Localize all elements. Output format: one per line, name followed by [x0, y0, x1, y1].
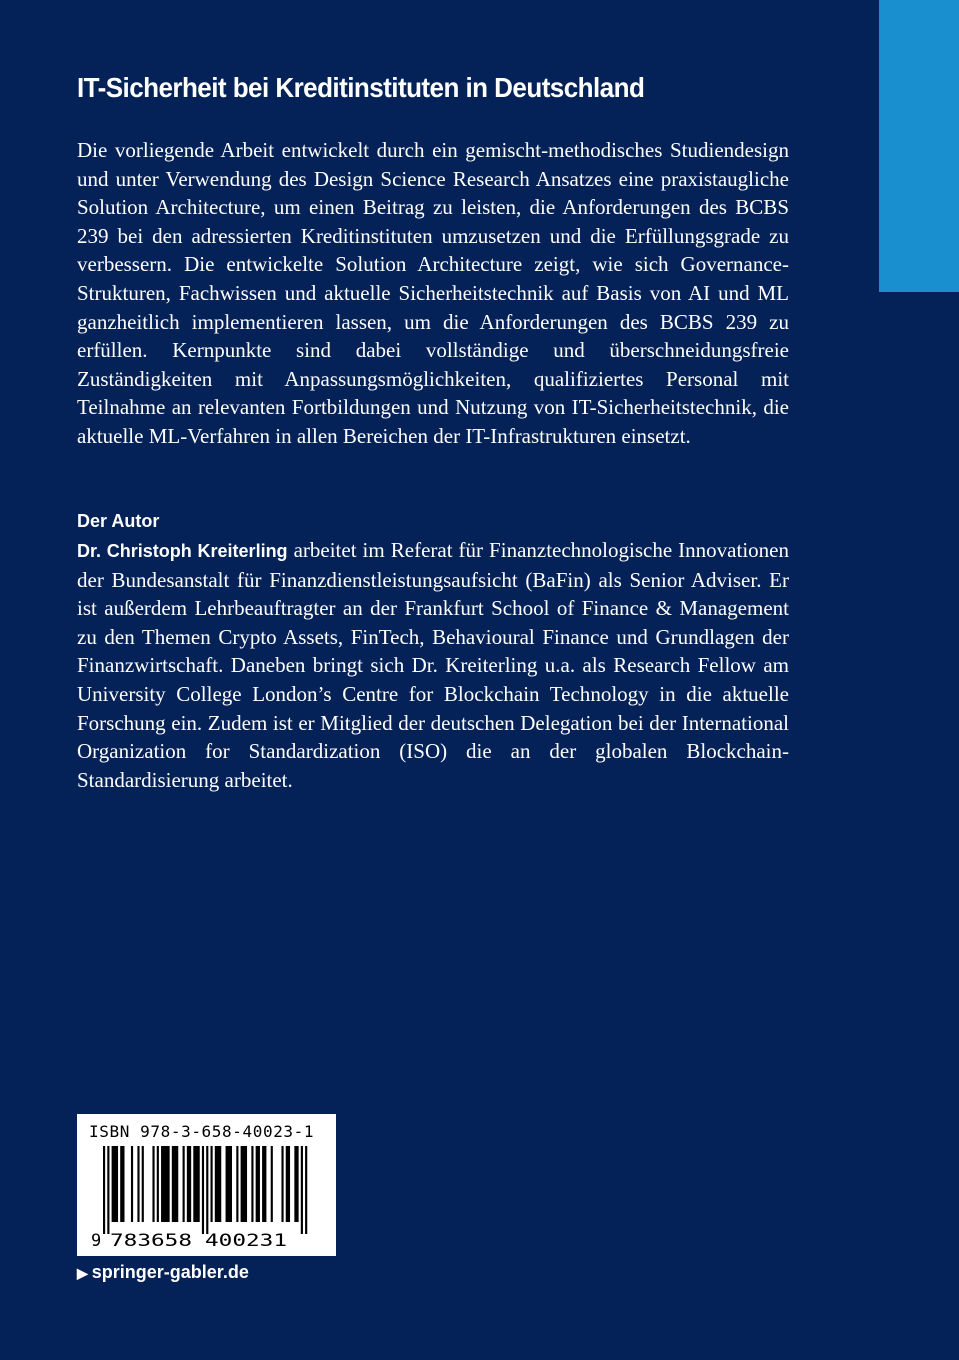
barcode-bar: [281, 1146, 283, 1222]
barcode-bar: [131, 1146, 133, 1222]
barcode-bar: [137, 1146, 139, 1222]
barcode-bar: [152, 1146, 154, 1222]
barcode-guard-bar: [107, 1146, 109, 1234]
barcode-bar: [172, 1146, 178, 1222]
barcode-bar: [157, 1146, 159, 1222]
barcode-bar: [251, 1146, 253, 1222]
barcode-bar: [256, 1146, 260, 1222]
barcode-bar: [271, 1146, 273, 1222]
accent-bar: [879, 0, 959, 292]
barcode-guard-bar: [301, 1146, 303, 1234]
barcode-bar: [236, 1146, 238, 1222]
barcode-bars: [103, 1146, 307, 1234]
ean-right-digits: 400231: [205, 1231, 287, 1251]
barcode-bar: [112, 1146, 118, 1222]
author-bio: [77, 536, 789, 794]
barcode-guard-bar: [305, 1146, 307, 1234]
publisher-url-text: springer-gabler.de: [91, 1262, 249, 1282]
barcode-bar: [262, 1146, 266, 1222]
barcode-guard-bar: [206, 1146, 208, 1234]
publisher-url[interactable]: [77, 1262, 249, 1283]
arrow-right-icon: ▶: [77, 1265, 88, 1281]
barcode-guard-bar: [202, 1146, 204, 1234]
barcode-bar: [142, 1146, 144, 1222]
author-heading: Der Autor: [77, 511, 160, 531]
author-name: Dr. Christoph Kreiterling: [77, 541, 288, 561]
ean-left-digits: 783658: [110, 1231, 192, 1251]
book-title: IT-Sicherheit bei Kreditinstituten in Deutschland: [77, 72, 645, 103]
barcode-bar: [226, 1146, 232, 1222]
barcode-bar: [120, 1146, 124, 1222]
book-description: Die vorliegende Arbeit entwickelt durch ein gemischt-methodisches Studiendesign und unter Verwendung des Design Science Research Ansatzes eine praxistaugliche Solution Architecture, um einen Beitrag zu leisten, die Anforderungen des BCBS 239 bei den adressierten Kreditinstituten umzusetzen und die Erfüllungsgrade zu verbessern. Die entwickelte Solution Architecture zeigt, wie sich Governance-Strukturen, Fachwissen und aktuelle Sicherheitstechnik auf Basis von AI und ML ganzheitlich implementieren lassen, um die Anforderungen des BCBS 239 zu erfüllen. Kernpunkte sind dabei vollständige und überschneidungsfreie Zuständigkeiten mit Anpassungsmöglichkeiten, qualifiziertes Personal mit Teilnahme an relevanten Fortbildungen und Nutzung von IT-Sicherheitstechnik, die aktuelle ML-Verfahren in allen Bereichen der IT-Infrastrukturen einsetzt.: [77, 138, 789, 448]
author-bio-text: arbeitet im Referat für Finanztechnologische Innovationen der Bundesanstalt für Finanzdienstleistungsaufsicht (BaFin) als Senior Adviser. Er ist außerdem Lehrbeauftragter an der Frankfurt School of Finance & Management zu den Themen Crypto Assets, FinTech, Behavioural Finance und Grundlagen der Finanzwirtschaft. Daneben bringt sich Dr. Kreiterling u.a. als Research Fellow am University College London’s Centre for Blockchain Technology in die aktuelle Forschung ein. Zudem ist er Mitglied der deutschen Delegation bei der International Organization for Standardization (ISO) die an der globalen Blockchain-Standardisierung arbeitet.: [77, 538, 789, 792]
isbn-label: ISBN 978-3-658-40023-1: [89, 1122, 315, 1141]
barcode-bar: [241, 1146, 247, 1222]
ean-first-digit: 9: [91, 1231, 102, 1251]
barcode-bar: [193, 1146, 199, 1222]
barcode-bar: [286, 1146, 290, 1222]
barcode-bar: [215, 1146, 221, 1222]
barcode-graphic: [77, 1114, 336, 1256]
barcode-guard-bar: [103, 1146, 105, 1234]
barcode-bar: [183, 1146, 185, 1222]
barcode-bar: [187, 1146, 191, 1222]
barcode-bar: [211, 1146, 213, 1222]
barcode-bar: [161, 1146, 170, 1222]
isbn-barcode: [77, 1114, 336, 1256]
barcode-bar: [294, 1146, 298, 1222]
